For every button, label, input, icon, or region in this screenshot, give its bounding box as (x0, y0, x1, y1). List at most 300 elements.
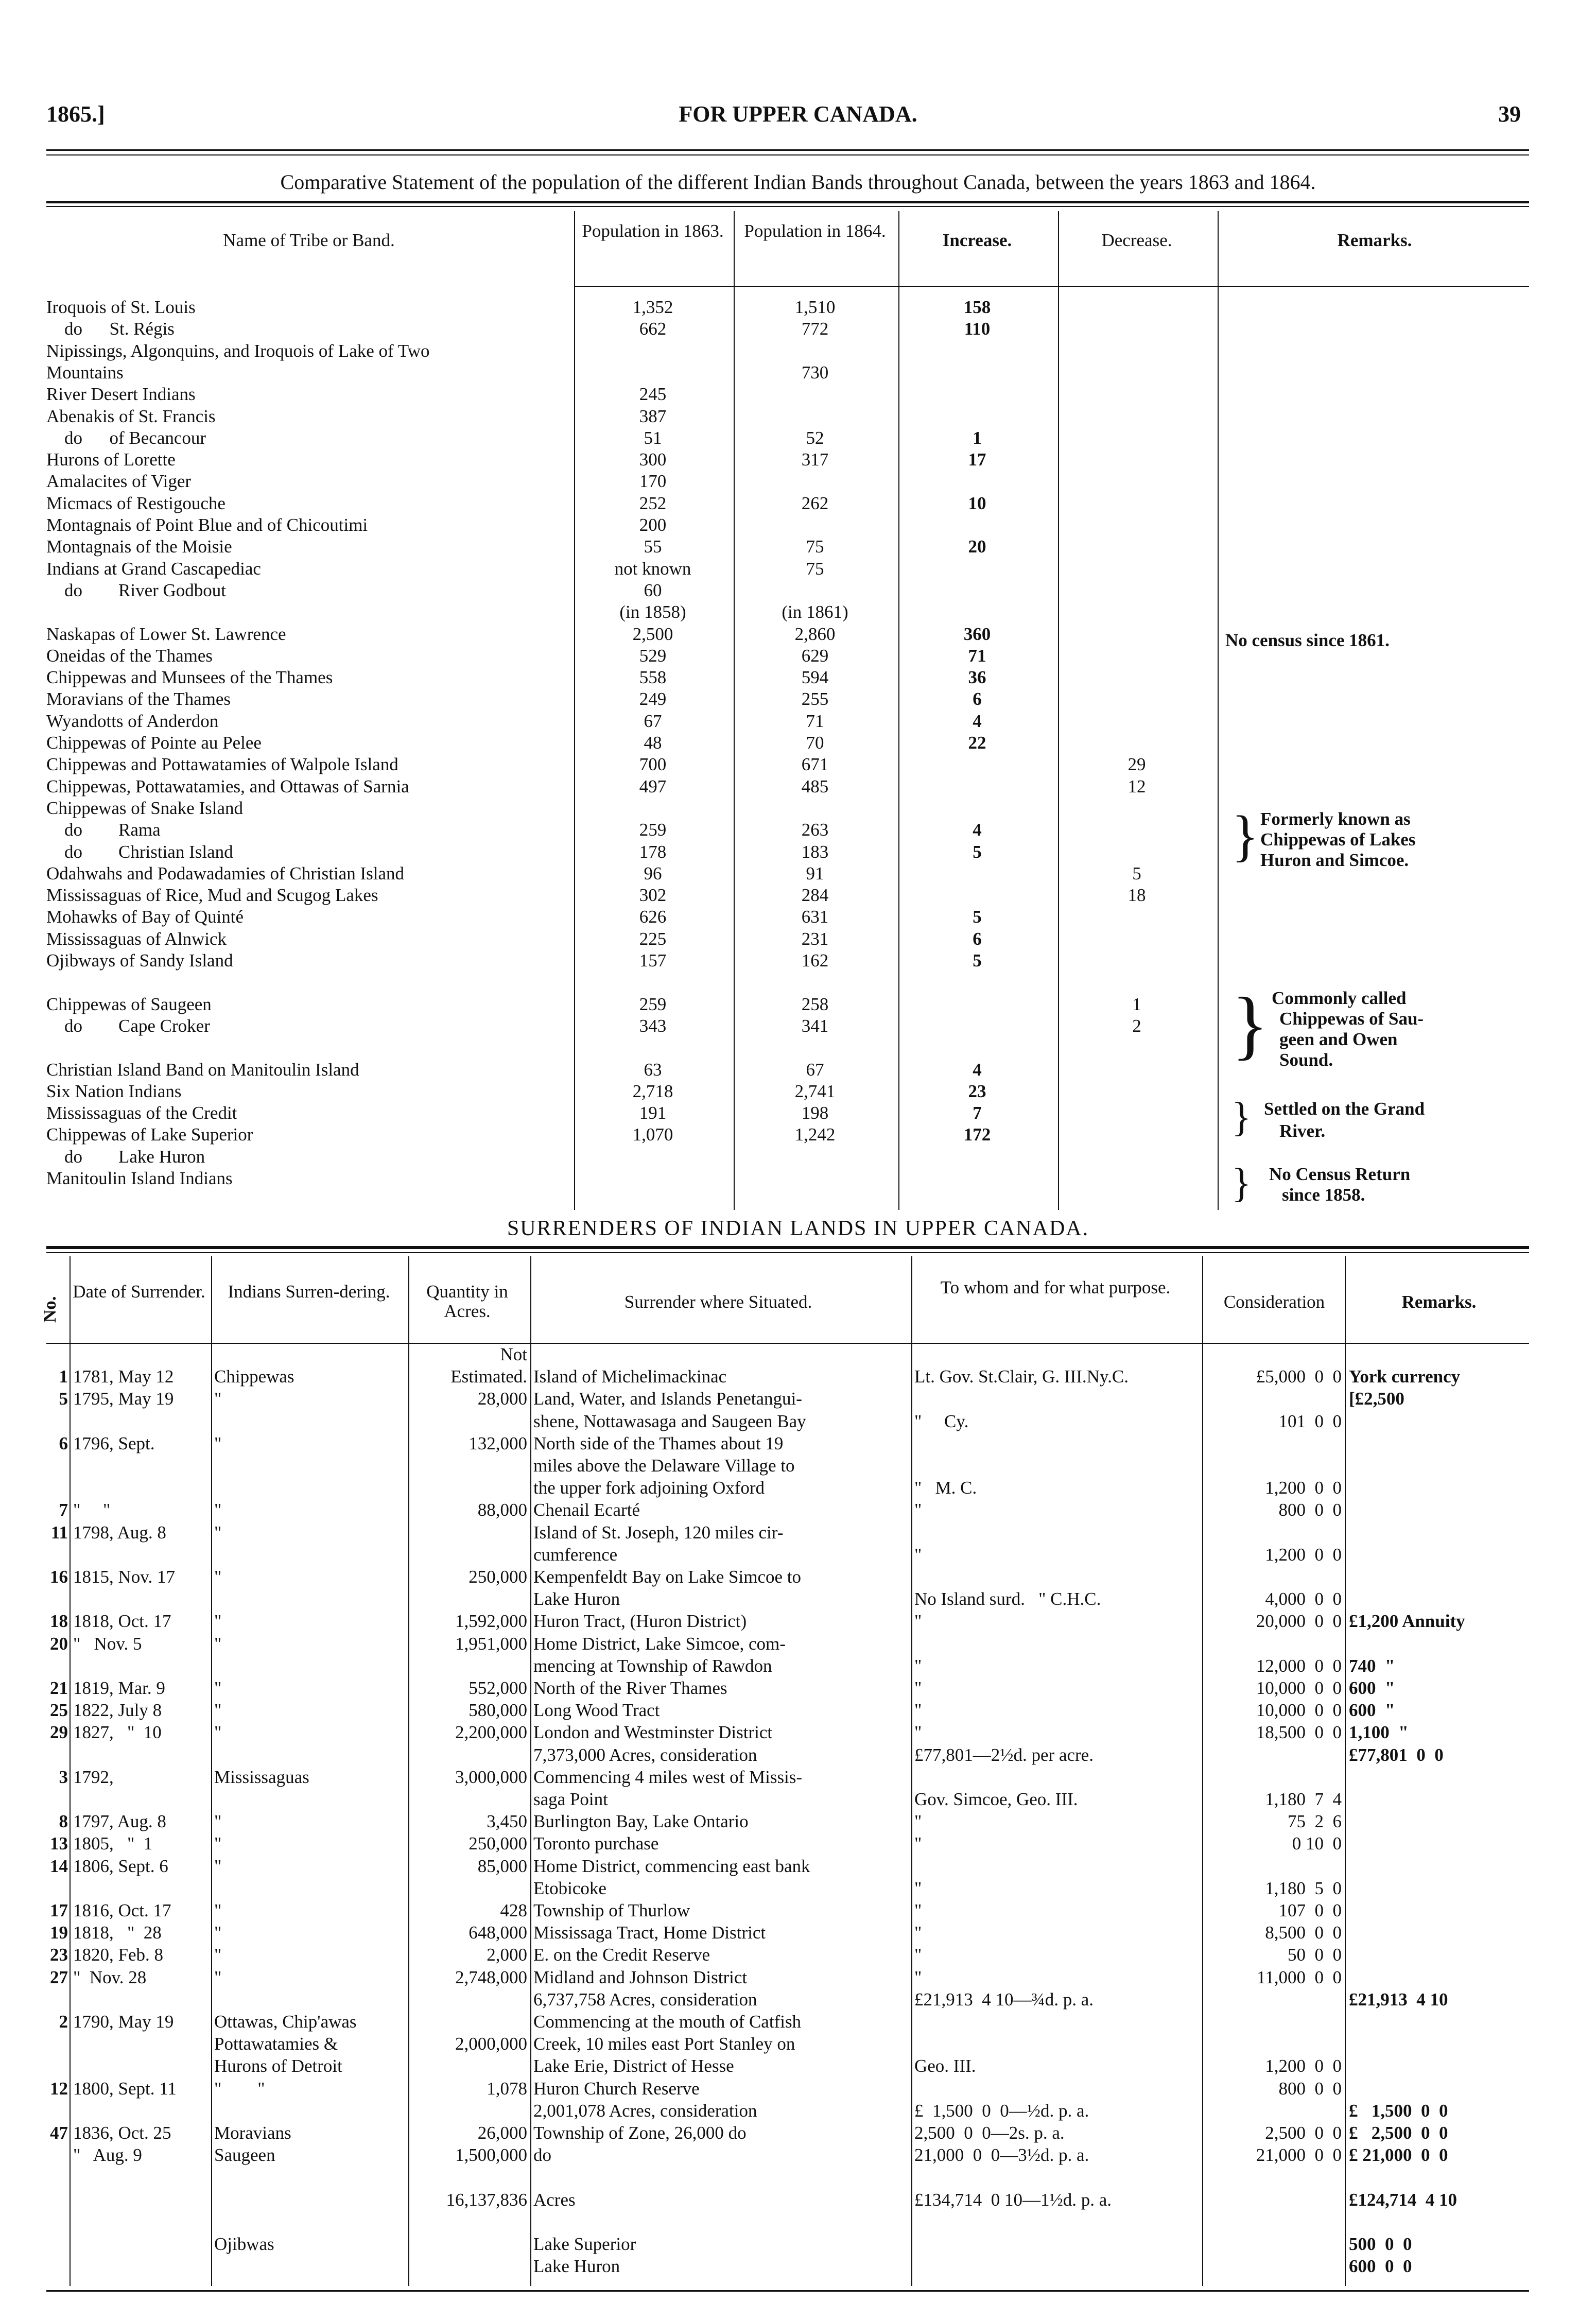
caption-rule (46, 201, 1529, 203)
tribe-name: Hurons of Lorette (46, 449, 176, 470)
surrender-remark: £1,200 Annuity (1349, 1612, 1465, 1631)
surrender-remark: York currency (1349, 1367, 1461, 1387)
quantity-acres: 580,000 (469, 1701, 527, 1720)
population-1863: 191 (639, 1103, 667, 1123)
surrenders-rule (46, 1246, 1529, 1249)
surrender-location: Home District, commencing east bank (533, 1857, 810, 1876)
surrender-location: Land, Water, and Islands Penetangui- (533, 1389, 802, 1409)
population-1863: 497 (639, 776, 667, 797)
surrender-remark: 600 0 0 (1349, 2257, 1412, 2276)
page-number: 39 (1498, 101, 1521, 127)
increase-value: 22 (968, 733, 986, 753)
page-bottom-rule (46, 2290, 1529, 2292)
increase-value: 110 (964, 319, 991, 339)
surrender-date: 1816, Oct. 17 (73, 1901, 171, 1920)
consideration-value: 8,500 0 0 (1265, 1923, 1342, 1943)
surrender-date: 1827, " 10 (73, 1723, 162, 1742)
population-1863: 67 (644, 711, 662, 731)
population-1863: 225 (639, 929, 667, 949)
tribe-name: do St. Régis (46, 319, 175, 339)
decrease-value: 12 (1127, 776, 1146, 797)
surrender-number: 20 (50, 1634, 68, 1654)
remark-line: Commonly called (1272, 988, 1407, 1008)
tribe-name: Mississaguas of the Credit (46, 1103, 237, 1123)
col-surrender-where-situated: Surrender where Situated. (624, 1292, 812, 1312)
population-1863: not known (614, 559, 691, 579)
header-rule (46, 149, 1529, 151)
tribe-name: Amalacites of Viger (46, 471, 192, 491)
surrenders-rule-thin (46, 1252, 1529, 1253)
consideration-value: 18,500 0 0 (1256, 1723, 1342, 1742)
population-1863: 170 (639, 471, 667, 491)
indians-surrendering: " (214, 1968, 222, 1987)
increase-value: 6 (973, 689, 982, 709)
indians-surrendering: Ottawas, Chip'awas (214, 2012, 357, 2032)
population-1863: 343 (639, 1016, 667, 1036)
surrender-location: Island of Michelimackinac (533, 1367, 727, 1387)
to-whom-purpose: " M. C. (914, 1478, 977, 1498)
population-1864: 1,510 (794, 297, 836, 317)
decrease-value: 18 (1127, 885, 1146, 905)
quantity-acres: 1,951,000 (455, 1634, 527, 1654)
population-1863: 55 (644, 536, 662, 557)
increase-value: 172 (963, 1124, 991, 1145)
surrender-number: 19 (50, 1923, 68, 1943)
indians-surrendering: " (214, 1567, 222, 1587)
surrender-location: Mississaga Tract, Home District (533, 1923, 766, 1943)
tribe-name: Abenakis of St. Francis (46, 406, 216, 426)
increase-value: 4 (973, 820, 982, 840)
surrender-date: 1815, Nov. 17 (73, 1567, 176, 1587)
surrender-number: 3 (59, 1768, 68, 1787)
s-col-line-3 (408, 1256, 409, 2286)
population-1863: 249 (639, 689, 667, 709)
remark-line: since 1858. (1282, 1185, 1365, 1205)
surrender-location: E. on the Credit Reserve (533, 1945, 710, 1965)
population-1863: 2,500 (632, 624, 673, 644)
population-1863: 157 (639, 950, 667, 971)
to-whom-purpose: £77,801—2½d. per acre. (914, 1745, 1094, 1765)
comparative-caption: Comparative Statement of the population of the different Indian Bands throughout Canada, between the years 1863 and 1864. (280, 170, 1316, 194)
running-header-left: 1865.] (46, 101, 105, 127)
surrender-location: Home District, Lake Simcoe, com- (533, 1634, 786, 1654)
surrender-location: shene, Nottawasaga and Saugeen Bay (533, 1412, 806, 1431)
tribe-name: Chippewas, Pottawatamies, and Ottawas of Sarnia (46, 776, 409, 797)
consideration-value: 1,180 7 4 (1265, 1790, 1342, 1809)
increase-value: 5 (973, 950, 982, 971)
to-whom-purpose: £134,714 0 10—1½d. p. a. (914, 2190, 1112, 2210)
increase-value: 23 (968, 1081, 986, 1101)
surrender-location: 7,373,000 Acres, consideration (533, 1745, 757, 1765)
tribe-name: Six Nation Indians (46, 1081, 182, 1101)
surrender-location: Lake Huron (533, 1589, 620, 1609)
increase-value: 360 (963, 624, 991, 644)
s-col-line-2 (211, 1256, 212, 2286)
indians-surrendering: " (214, 1723, 222, 1742)
surrender-number: 6 (59, 1434, 68, 1453)
s-col-line-4 (530, 1256, 531, 2286)
col-date-of-surrender: Date of Surrender. (73, 1282, 205, 1302)
to-whom-purpose: " (914, 1923, 922, 1943)
surrender-date: 1818, " 28 (73, 1923, 162, 1943)
consideration-value: 1,200 0 0 (1265, 2056, 1342, 2076)
consideration-value: 4,000 0 0 (1265, 1589, 1342, 1609)
consideration-value: 2,500 0 0 (1265, 2123, 1342, 2143)
surrender-location: saga Point (533, 1790, 608, 1809)
consideration-value: £5,000 0 0 (1256, 1367, 1342, 1387)
col-line-3 (898, 211, 899, 1210)
surrender-number: 14 (50, 1857, 68, 1876)
increase-value: 5 (973, 907, 982, 927)
tribe-name: Mohawks of Bay of Quinté (46, 907, 244, 927)
col-population-1863: Population in 1863. (582, 221, 724, 241)
brace-six-nation: } (1231, 1095, 1252, 1140)
to-whom-purpose: " (914, 1812, 922, 1831)
quantity-acres: 3,450 (487, 1812, 527, 1831)
consideration-value: 10,000 0 0 (1256, 1678, 1342, 1698)
col-remarks: Remarks. (1337, 230, 1412, 250)
s-col-line-5 (911, 1256, 912, 2286)
surrender-number: 2 (59, 2012, 68, 2032)
population-1863: 529 (639, 646, 667, 666)
surrender-location: Toronto purchase (533, 1834, 659, 1854)
tribe-name: Mississaguas of Rice, Mud and Scugog Lakes (46, 885, 378, 905)
tribe-name: do River Godbout (46, 580, 227, 600)
population-1864: 231 (801, 929, 829, 949)
indians-surrendering: " (214, 1901, 222, 1920)
population-1864: 75 (806, 536, 824, 557)
increase-value: 158 (963, 297, 991, 317)
population-1864: 631 (801, 907, 829, 927)
population-1863: 1,352 (632, 297, 673, 317)
surrender-colhead-underline (46, 1343, 1529, 1344)
surrender-number: 27 (50, 1968, 68, 1987)
s-col-line-7 (1345, 1256, 1346, 2286)
tribe-name: Mountains (46, 362, 124, 383)
to-whom-purpose: " (914, 1834, 922, 1854)
to-whom-purpose: " (914, 1612, 922, 1631)
col-indians-surrendering: Indians Surren-dering. (228, 1282, 390, 1302)
tribe-name: Chippewas and Munsees of the Thames (46, 667, 333, 687)
to-whom-purpose: " (914, 1723, 922, 1742)
tribe-name: Christian Island Band on Manitoulin Island (46, 1060, 359, 1080)
surrender-location: Huron Church Reserve (533, 2079, 700, 2099)
quantity-acres: 2,748,000 (455, 1968, 527, 1987)
tribe-name: do Lake Huron (46, 1147, 205, 1167)
surrender-remark: [£2,500 (1349, 1389, 1404, 1409)
remark-line: Huron and Simcoe. (1260, 850, 1409, 870)
population-1863: 48 (644, 733, 662, 753)
consideration-value: 800 0 0 (1278, 2079, 1342, 2099)
remark-line: No Census Return (1269, 1164, 1411, 1184)
surrender-date: 1797, Aug. 8 (73, 1812, 166, 1831)
to-whom-purpose: Geo. III. (914, 2056, 976, 2076)
surrender-location: Township of Zone, 26,000 do (533, 2123, 747, 2143)
surrender-remark: 600 " (1349, 1678, 1395, 1698)
decrease-value: 2 (1132, 1016, 1141, 1036)
to-whom-purpose: " (914, 1968, 922, 1987)
tribe-name: Chippewas of Saugeen (46, 994, 212, 1014)
surrender-number: 11 (50, 1523, 68, 1543)
tribe-name: Oneidas of the Thames (46, 646, 213, 666)
col-consideration: Consideration (1223, 1292, 1325, 1312)
remark-line: Settled on the Grand (1264, 1099, 1425, 1119)
indians-surrendering: Mississaguas (214, 1768, 309, 1787)
tribe-name: River Desert Indians (46, 384, 196, 404)
quantity-acres: Estimated. (450, 1367, 527, 1387)
indians-surrendering: Saugeen (214, 2145, 275, 2165)
s-col-line-1 (70, 1256, 71, 2286)
surrender-number: 12 (50, 2079, 68, 2099)
indians-surrendering: " (214, 1945, 222, 1965)
population-1864: 629 (801, 646, 829, 666)
surrender-remark: £ 21,000 0 0 (1349, 2145, 1448, 2165)
surrender-number: 5 (59, 1389, 68, 1409)
increase-value: 6 (973, 929, 982, 949)
quantity-acres: 250,000 (469, 1567, 527, 1587)
col-no: No. (40, 1296, 60, 1323)
surrender-remark: £ 1,500 0 0 (1349, 2101, 1448, 2121)
surrender-number: 47 (50, 2123, 68, 2143)
surrender-date: " Nov. 5 (73, 1634, 142, 1654)
surrender-number: 7 (59, 1500, 68, 1520)
col-line-2 (734, 211, 735, 1210)
to-whom-purpose: " (914, 1701, 922, 1720)
population-1864: 75 (806, 559, 824, 579)
population-1864: 255 (801, 689, 829, 709)
surrender-location: Creek, 10 miles east Port Stanley on (533, 2034, 795, 2054)
surrender-location: miles above the Delaware Village to (533, 1456, 795, 1476)
population-1863: 626 (639, 907, 667, 927)
surrender-date: 1800, Sept. 11 (73, 2079, 177, 2099)
tribe-name: Indians at Grand Cascapediac (46, 559, 261, 579)
colhead-underline (574, 286, 1529, 287)
population-1864: 198 (801, 1103, 829, 1123)
quantity-acres: 28,000 (477, 1389, 527, 1409)
quantity-acres: 250,000 (469, 1834, 527, 1854)
surrender-date: " " (73, 1500, 111, 1520)
col-population-1864: Population in 1864. (744, 221, 886, 241)
surrender-location: Lake Superior (533, 2235, 636, 2254)
tribe-name: do Rama (46, 820, 161, 840)
remark-line: Sound. (1279, 1050, 1333, 1070)
to-whom-purpose: " Cy. (914, 1412, 969, 1431)
surrender-number: 1 (59, 1367, 68, 1387)
quantity-acres: 85,000 (477, 1857, 527, 1876)
remark-line: Formerly known as (1260, 809, 1411, 829)
tribe-name: Ojibways of Sandy Island (46, 950, 233, 971)
quantity-acres: 2,000,000 (455, 2034, 527, 2054)
remark-line: Chippewas of Lakes (1260, 829, 1416, 850)
tribe-name: do Christian Island (46, 842, 233, 862)
indians-surrendering: " (214, 1612, 222, 1631)
surrender-location: Township of Thurlow (533, 1901, 690, 1920)
surrender-location: Long Wood Tract (533, 1701, 660, 1720)
consideration-value: 21,000 0 0 (1256, 2145, 1342, 2165)
surrender-number: 29 (50, 1723, 68, 1742)
increase-value: 71 (968, 646, 986, 666)
tribe-name: Nipissings, Algonquins, and Iroquois of Lake of Two (46, 341, 430, 361)
population-1863: 300 (639, 449, 667, 470)
to-whom-purpose: Gov. Simcoe, Geo. III. (914, 1790, 1078, 1809)
surrender-location: Kempenfeldt Bay on Lake Simcoe to (533, 1567, 801, 1587)
consideration-value: 75 2 6 (1288, 1812, 1342, 1831)
decrease-value: 29 (1127, 754, 1146, 774)
surrender-remark: £21,913 4 10 (1349, 1990, 1448, 2010)
to-whom-purpose: " (914, 1678, 922, 1698)
indians-surrendering: Hurons of Detroit (214, 2056, 342, 2076)
population-1863: 387 (639, 406, 667, 426)
surrender-date: 1796, Sept. (73, 1434, 155, 1453)
population-1863: 302 (639, 885, 667, 905)
decrease-value: 5 (1132, 863, 1141, 884)
to-whom-purpose: " (914, 1945, 922, 1965)
tribe-name: Montagnais of the Moisie (46, 536, 232, 557)
tribe-name: do Cape Croker (46, 1016, 210, 1036)
tribe-name: Montagnais of Point Blue and of Chicoutimi (46, 515, 368, 535)
tribe-name: Chippewas of Snake Island (46, 798, 244, 818)
population-1863: 259 (639, 820, 667, 840)
surrender-location: the upper fork adjoining Oxford (533, 1478, 765, 1498)
surrender-remark: 1,100 " (1349, 1723, 1409, 1742)
population-1864: 52 (806, 428, 824, 448)
population-1863: 259 (639, 994, 667, 1014)
consideration-value: 1,180 5 0 (1265, 1879, 1342, 1898)
surrender-remark: 500 0 0 (1349, 2235, 1412, 2254)
surrender-location: do (533, 2145, 551, 2165)
col-decrease: Decrease. (1101, 230, 1172, 250)
indians-surrendering: " (214, 1634, 222, 1654)
population-1864: 772 (801, 319, 829, 339)
surrender-remark: £124,714 4 10 (1349, 2190, 1457, 2210)
tribe-name: Mississaguas of Alnwick (46, 929, 227, 949)
remark-line: Chippewas of Sau- (1279, 1009, 1424, 1029)
increase-value: 10 (968, 493, 986, 513)
population-1864: 162 (801, 950, 829, 971)
surrender-location: Burlington Bay, Lake Ontario (533, 1812, 749, 1831)
tribe-name: Naskapas of Lower St. Lawrence (46, 624, 286, 644)
col-quantity-in-acres: Quantity in Acres. (426, 1282, 508, 1321)
population-1863: 2,718 (632, 1081, 673, 1101)
quantity-acres: 1,500,000 (455, 2145, 527, 2165)
surrender-date: 1805, " 1 (73, 1834, 153, 1854)
brace-snake-island: } (1231, 804, 1259, 867)
surrender-date: 1798, Aug. 8 (73, 1523, 166, 1543)
population-1863: 60 (644, 580, 662, 600)
surrender-location: Lake Huron (533, 2257, 620, 2276)
population-1864: 1,242 (794, 1124, 836, 1145)
population-1863: 1,070 (632, 1124, 673, 1145)
consideration-value: 101 0 0 (1278, 1412, 1342, 1431)
population-1863: 245 (639, 384, 667, 404)
surrender-location: Huron Tract, (Huron District) (533, 1612, 747, 1631)
surrender-date: " Nov. 28 (73, 1968, 147, 1987)
increase-value: 1 (973, 428, 982, 448)
population-1863: 63 (644, 1060, 662, 1080)
caption-rule-thin (46, 206, 1529, 207)
to-whom-purpose: " (914, 1500, 922, 1520)
running-header-title: FOR UPPER CANADA. (679, 101, 917, 127)
population-1864: 485 (801, 776, 829, 797)
population-1863: 200 (639, 515, 667, 535)
col-line-1 (574, 211, 575, 1210)
surrender-date: 1818, Oct. 17 (73, 1612, 171, 1631)
indians-surrendering: " (214, 1857, 222, 1876)
population-1864: 2,860 (794, 624, 836, 644)
surrender-location: Island of St. Joseph, 120 miles cir- (533, 1523, 784, 1543)
population-1863: 178 (639, 842, 667, 862)
tribe-name: Odahwahs and Podawadamies of Christian Island (46, 863, 404, 884)
surrender-date: " Aug. 9 (73, 2145, 142, 2165)
surrender-location: cumference (533, 1545, 618, 1565)
consideration-value: 20,000 0 0 (1256, 1612, 1342, 1631)
indians-surrendering: " (214, 1389, 222, 1409)
surrender-number: 23 (50, 1945, 68, 1965)
surrender-number: 8 (59, 1812, 68, 1831)
surrender-location: North of the River Thames (533, 1678, 727, 1698)
population-1864: 67 (806, 1060, 824, 1080)
increase-value: 17 (968, 449, 986, 470)
consideration-value: 800 0 0 (1278, 1500, 1342, 1520)
surrender-location: Commencing at the mouth of Catfish (533, 2012, 802, 2032)
population-1864: 71 (806, 711, 824, 731)
quantity-acres: Not (500, 1345, 527, 1364)
surrender-date: 1806, Sept. 6 (73, 1857, 168, 1876)
to-whom-purpose: 21,000 0 0—3½d. p. a. (914, 2145, 1089, 2165)
tribe-name: Wyandotts of Anderdon (46, 711, 219, 731)
population-1864: 730 (801, 362, 829, 383)
surrender-location: Midland and Johnson District (533, 1968, 748, 1987)
tribe-name: Chippewas of Lake Superior (46, 1124, 253, 1145)
quantity-acres: 2,000 (487, 1945, 527, 1965)
population-1864: 263 (801, 820, 829, 840)
col-line-4 (1058, 211, 1059, 1210)
indians-surrendering: " (214, 1701, 222, 1720)
surrender-date: 1781, May 12 (73, 1367, 174, 1387)
population-1864: 671 (801, 754, 829, 774)
population-1863: 252 (639, 493, 667, 513)
surrender-number: 25 (50, 1701, 68, 1720)
population-1864: 70 (806, 733, 824, 753)
surrender-location: 2,001,078 Acres, consideration (533, 2101, 757, 2121)
consideration-value: 1,200 0 0 (1265, 1545, 1342, 1565)
to-whom-purpose: " (914, 1879, 922, 1898)
to-whom-purpose: £ 1,500 0 0—½d. p. a. (914, 2101, 1089, 2121)
surrender-location: Lake Erie, District of Hesse (533, 2056, 734, 2076)
surrender-date: 1822, July 8 (73, 1701, 162, 1720)
surrender-number: 16 (50, 1567, 68, 1587)
quantity-acres: 3,000,000 (455, 1768, 527, 1787)
surrender-location: 6,737,758 Acres, consideration (533, 1990, 757, 2010)
surrender-location: London and Westminster District (533, 1723, 773, 1742)
population-1864: 91 (806, 863, 824, 884)
tribe-name: Iroquois of St. Louis (46, 297, 196, 317)
surrender-date: 1836, Oct. 25 (73, 2123, 171, 2143)
population-1864: 183 (801, 842, 829, 862)
surrender-location: Chenail Ecarté (533, 1500, 640, 1520)
quantity-acres: 1,592,000 (455, 1612, 527, 1631)
consideration-value: 10,000 0 0 (1256, 1701, 1342, 1720)
surrender-number: 13 (50, 1834, 68, 1854)
quantity-acres: 26,000 (477, 2123, 527, 2143)
surrender-remark: 600 " (1349, 1701, 1395, 1720)
surrender-number: 17 (50, 1901, 68, 1920)
increase-value: 7 (973, 1103, 982, 1123)
quantity-acres: 1,078 (487, 2079, 527, 2099)
tribe-name: Chippewas and Pottawatamies of Walpole Island (46, 754, 398, 774)
col-increase: Increase. (942, 230, 1012, 250)
surrender-date: 1819, Mar. 9 (73, 1678, 165, 1698)
